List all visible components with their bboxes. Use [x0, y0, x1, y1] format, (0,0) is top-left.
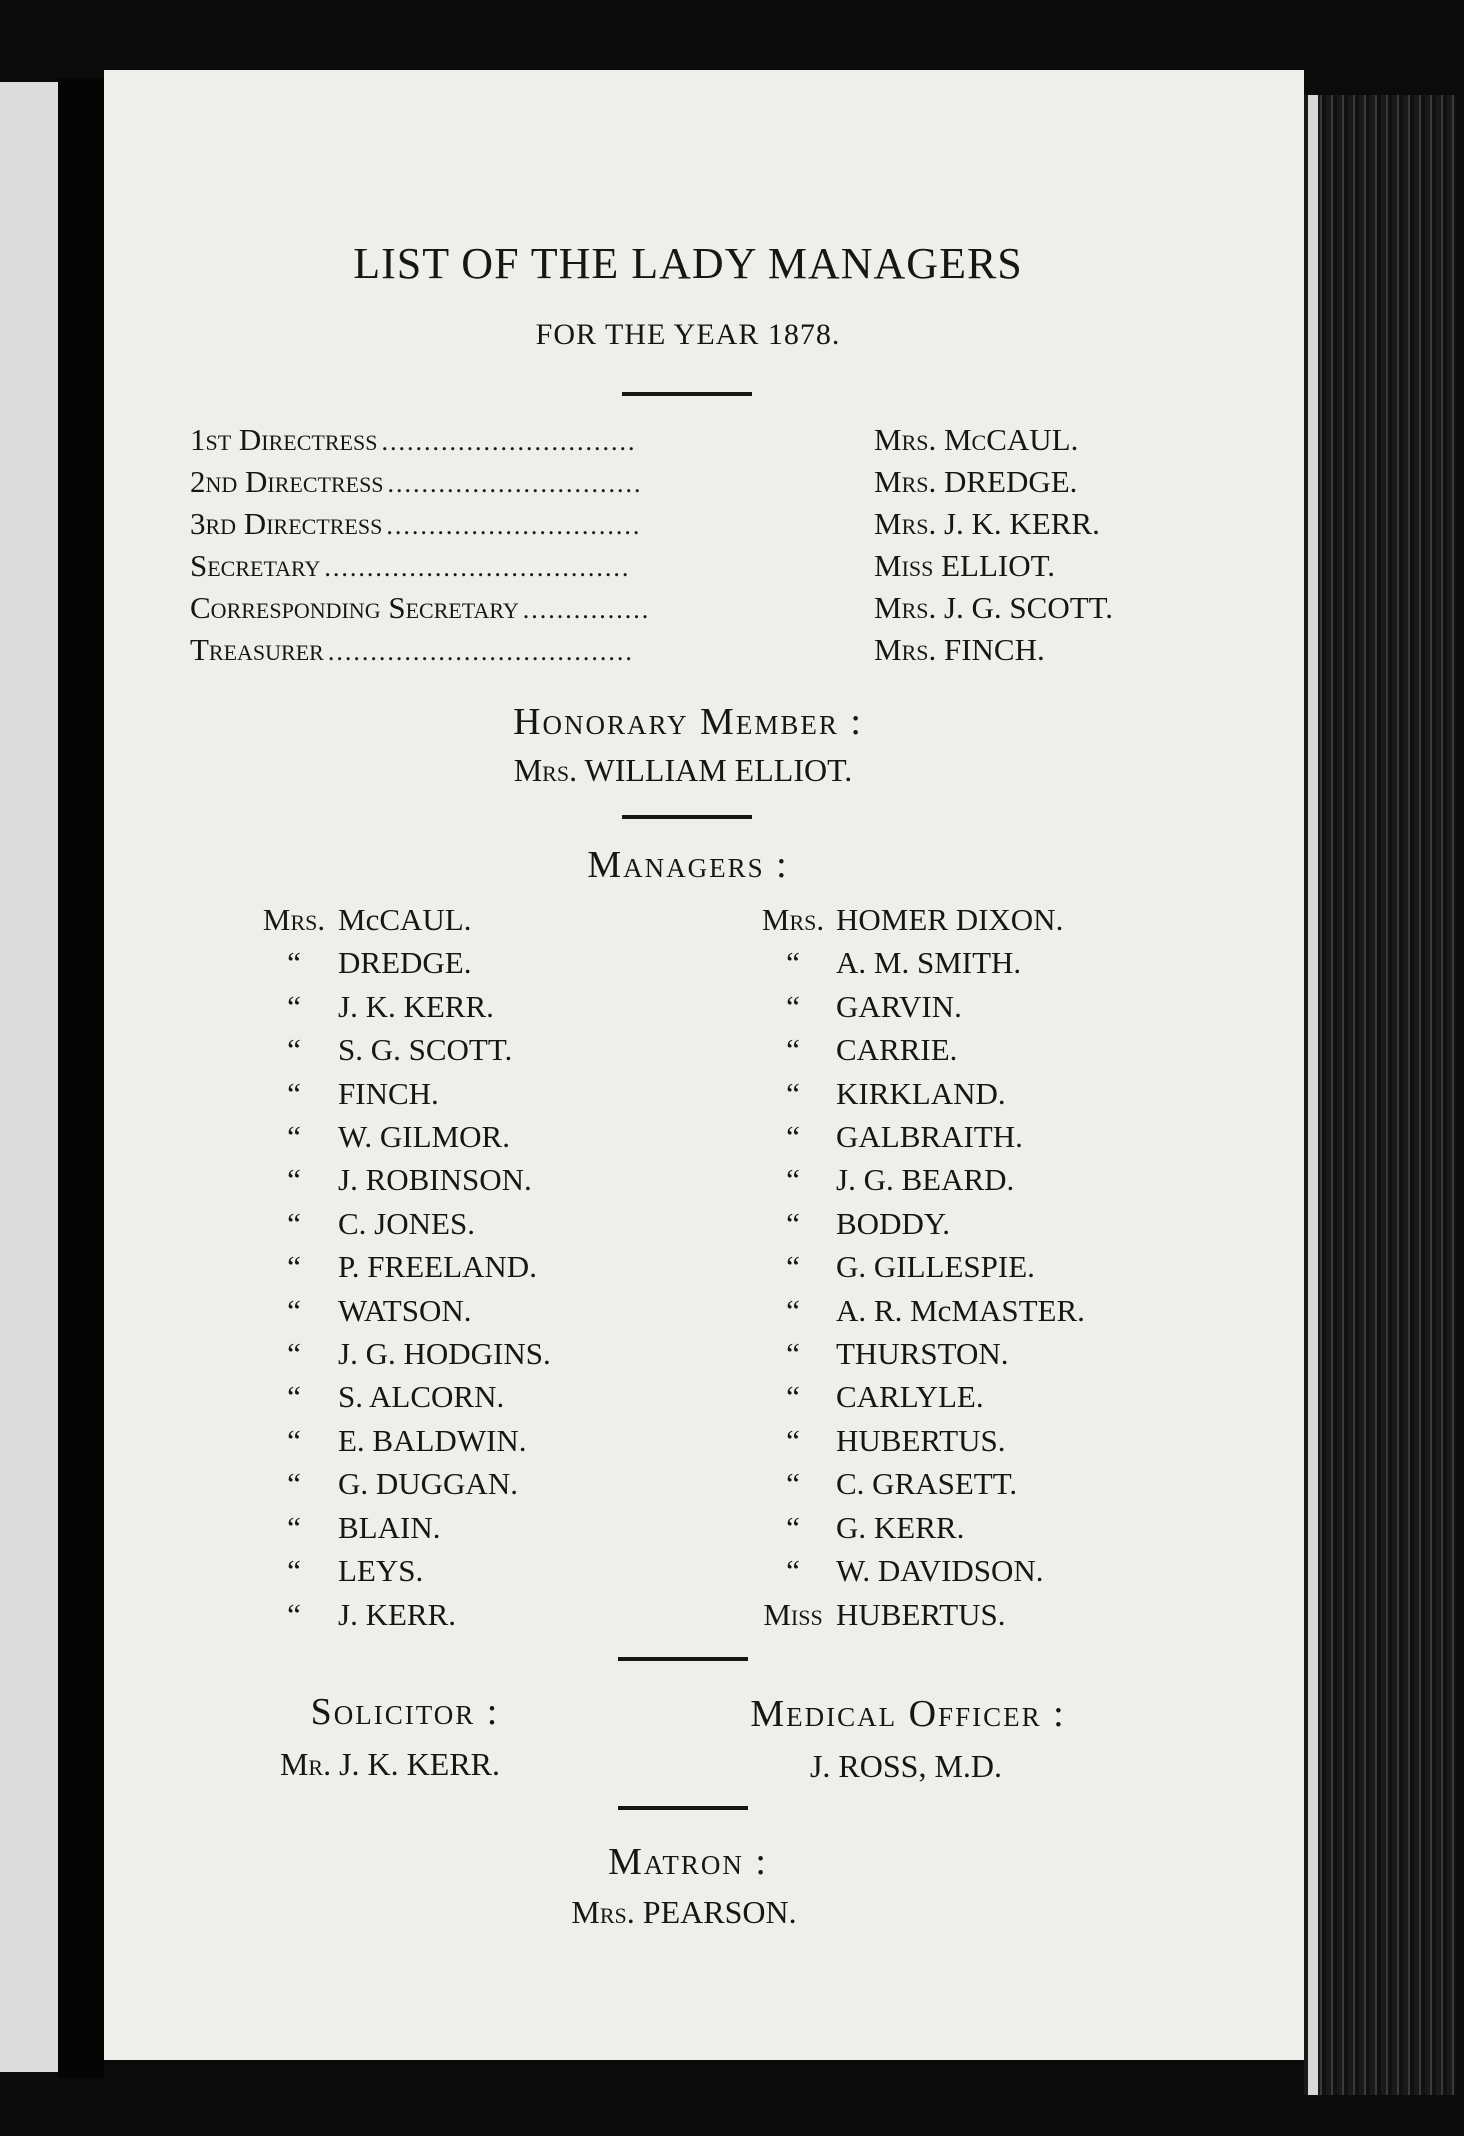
list-item [250, 1115, 551, 1158]
officer-holder: Mrs. FINCH. [874, 632, 1045, 667]
officer-row [190, 590, 1180, 632]
list-item [250, 1289, 551, 1332]
ditto-mark: “ [786, 1379, 800, 1415]
adjacent-page-edge [0, 82, 58, 2072]
manager-name: A. M. SMITH. [836, 945, 1022, 981]
page-edges [1304, 95, 1456, 2095]
manager-name: W. GILMOR. [338, 1119, 510, 1155]
ditto-mark: “ [786, 1075, 800, 1111]
list-item [250, 1028, 551, 1071]
ditto-mark: “ [287, 945, 301, 981]
leader-dots: .................................... [324, 553, 631, 582]
ditto-mark: “ [287, 1553, 301, 1589]
ditto-mark: “ [287, 1466, 301, 1502]
manager-name: S. ALCORN. [338, 1379, 505, 1415]
list-item [250, 941, 551, 984]
ditto-mark: “ [287, 1336, 301, 1372]
list-item [250, 1072, 551, 1115]
leader-dots: .............................. [381, 427, 637, 456]
ditto-mark: “ [287, 1509, 301, 1545]
ditto-mark: “ [287, 1205, 301, 1241]
ditto-mark: “ [786, 1336, 800, 1372]
manager-name: J. ROBINSON. [338, 1162, 532, 1198]
leader-dots: .................................... [327, 637, 634, 666]
list-item [750, 1202, 1085, 1245]
manager-name: J. K. KERR. [338, 988, 494, 1024]
ditto-mark: “ [287, 988, 301, 1024]
ditto-mark: “ [786, 1032, 800, 1068]
leader-dots: .............................. [386, 511, 642, 540]
divider-2 [622, 815, 752, 819]
officer-row [190, 506, 1180, 548]
manager-name: P. FREELAND. [338, 1249, 537, 1285]
page-subtitle: FOR THE YEAR 1878. [535, 318, 841, 351]
list-item [750, 1072, 1085, 1115]
manager-name: G. DUGGAN. [338, 1466, 518, 1502]
leader-dots: ............... [522, 595, 651, 624]
ditto-mark: “ [786, 1205, 800, 1241]
ditto-mark: “ [786, 1119, 800, 1155]
list-item [750, 1028, 1085, 1071]
manager-name: FINCH. [338, 1075, 439, 1111]
list-item [250, 1332, 551, 1375]
manager-name: G. GILLESPIE. [836, 1249, 1035, 1285]
manager-name: HUBERTUS. [836, 1596, 1006, 1632]
honorary-heading: Honorary Member : [513, 701, 863, 743]
ditto-mark: “ [786, 1553, 800, 1589]
manager-name: A. R. McMASTER. [836, 1292, 1085, 1328]
solicitor-heading: Solicitor : [310, 1691, 500, 1733]
book-binding [58, 78, 104, 2078]
managers-left-column [250, 898, 551, 1636]
list-item [750, 898, 1085, 941]
page-title: LIST OF THE LADY MANAGERS [353, 239, 1023, 288]
leader-dots: .............................. [387, 469, 643, 498]
list-item [750, 985, 1085, 1028]
ditto-mark: “ [786, 1292, 800, 1328]
manager-name: CARLYLE. [836, 1379, 984, 1415]
list-item [250, 1462, 551, 1505]
officer-role: 2nd Directress [190, 464, 384, 499]
manager-name: WATSON. [338, 1292, 472, 1328]
officer-role: Secretary [190, 548, 321, 583]
medical-officer-name: J. ROSS, M.D. [809, 1748, 1003, 1784]
officer-role: Treasurer [190, 632, 324, 667]
list-item [750, 1549, 1085, 1592]
solicitor-name: Mr. J. K. KERR. [279, 1746, 501, 1782]
matron-name: Mrs. PEARSON. [571, 1894, 797, 1930]
manager-name: E. BALDWIN. [338, 1422, 527, 1458]
manager-name: KIRKLAND. [836, 1075, 1006, 1111]
name-prefix: Miss [763, 1596, 823, 1632]
manager-name: J. KERR. [338, 1596, 456, 1632]
officer-row [190, 422, 1180, 464]
list-item [750, 1115, 1085, 1158]
officer-row [190, 464, 1180, 506]
officer-holder: Miss ELLIOT. [874, 548, 1056, 583]
ditto-mark: “ [287, 1596, 301, 1632]
list-item [750, 1289, 1085, 1332]
divider-1 [622, 392, 752, 396]
list-item [250, 1202, 551, 1245]
manager-name: BODDY. [836, 1205, 950, 1241]
manager-name: CARRIE. [836, 1032, 958, 1068]
ditto-mark: “ [287, 1119, 301, 1155]
list-item [750, 941, 1085, 984]
manager-name: McCAUL. [338, 902, 472, 937]
manager-name: BLAIN. [338, 1509, 441, 1545]
list-item [250, 1158, 551, 1201]
manager-name: C. GRASETT. [836, 1466, 1018, 1502]
list-item [750, 1462, 1085, 1505]
officer-holder: Mrs. J. K. KERR. [874, 506, 1100, 541]
name-prefix: Mrs. [761, 902, 825, 937]
officer-role: 1st Directress [190, 422, 378, 457]
list-item [250, 1419, 551, 1462]
manager-name: GARVIN. [836, 988, 962, 1024]
list-item [250, 1549, 551, 1592]
manager-name: HOMER DIXON. [836, 902, 1064, 937]
managers-heading: Managers : [587, 844, 789, 886]
officer-holder: Mrs. J. G. SCOTT. [874, 590, 1114, 625]
list-item [750, 1332, 1085, 1375]
medical-officer-heading: Medical Officer : [750, 1693, 1066, 1735]
manager-name: GALBRAITH. [836, 1119, 1023, 1155]
list-item [250, 1506, 551, 1549]
list-item [750, 1593, 1085, 1636]
list-item [250, 985, 551, 1028]
ditto-mark: “ [287, 1249, 301, 1285]
officer-role: 3rd Directress [190, 506, 383, 541]
officer-row [190, 548, 1180, 590]
officer-role: Corresponding Secretary [190, 590, 519, 625]
ditto-mark: “ [786, 945, 800, 981]
manager-name: J. G. HODGINS. [338, 1336, 551, 1372]
ditto-mark: “ [287, 1075, 301, 1111]
ditto-mark: “ [287, 1162, 301, 1198]
list-item [750, 1375, 1085, 1418]
manager-name: S. G. SCOTT. [338, 1032, 513, 1068]
divider-3 [618, 1657, 748, 1661]
ditto-mark: “ [786, 1162, 800, 1198]
list-item [750, 1245, 1085, 1288]
list-item [750, 1419, 1085, 1462]
ditto-mark: “ [786, 1466, 800, 1502]
ditto-mark: “ [287, 1422, 301, 1458]
matron-heading: Matron : [608, 1841, 768, 1883]
ditto-mark: “ [786, 988, 800, 1024]
officer-row [190, 632, 1180, 674]
list-item [750, 1506, 1085, 1549]
ditto-mark: “ [786, 1422, 800, 1458]
officer-holder: Mrs. McCAUL. [874, 422, 1079, 457]
list-item [250, 1245, 551, 1288]
officer-holder: Mrs. DREDGE. [874, 464, 1078, 499]
manager-name: LEYS. [338, 1553, 424, 1589]
managers-right-column [750, 898, 1085, 1636]
manager-name: J. G. BEARD. [836, 1162, 1015, 1198]
list-item [250, 1593, 551, 1636]
ditto-mark: “ [786, 1509, 800, 1545]
manager-name: THURSTON. [836, 1336, 1009, 1372]
list-item [250, 1375, 551, 1418]
ditto-mark: “ [287, 1032, 301, 1068]
manager-name: W. DAVIDSON. [836, 1553, 1044, 1589]
manager-name: DREDGE. [338, 945, 472, 981]
ditto-mark: “ [287, 1379, 301, 1415]
list-item [250, 898, 551, 941]
honorary-name: Mrs. WILLIAM ELLIOT. [513, 752, 853, 788]
divider-4 [618, 1806, 748, 1810]
manager-name: G. KERR. [836, 1509, 965, 1545]
manager-name: C. JONES. [338, 1205, 475, 1241]
ditto-mark: “ [786, 1249, 800, 1285]
manager-name: HUBERTUS. [836, 1422, 1006, 1458]
name-prefix: Mrs. [262, 902, 326, 937]
list-item [750, 1158, 1085, 1201]
ditto-mark: “ [287, 1292, 301, 1328]
